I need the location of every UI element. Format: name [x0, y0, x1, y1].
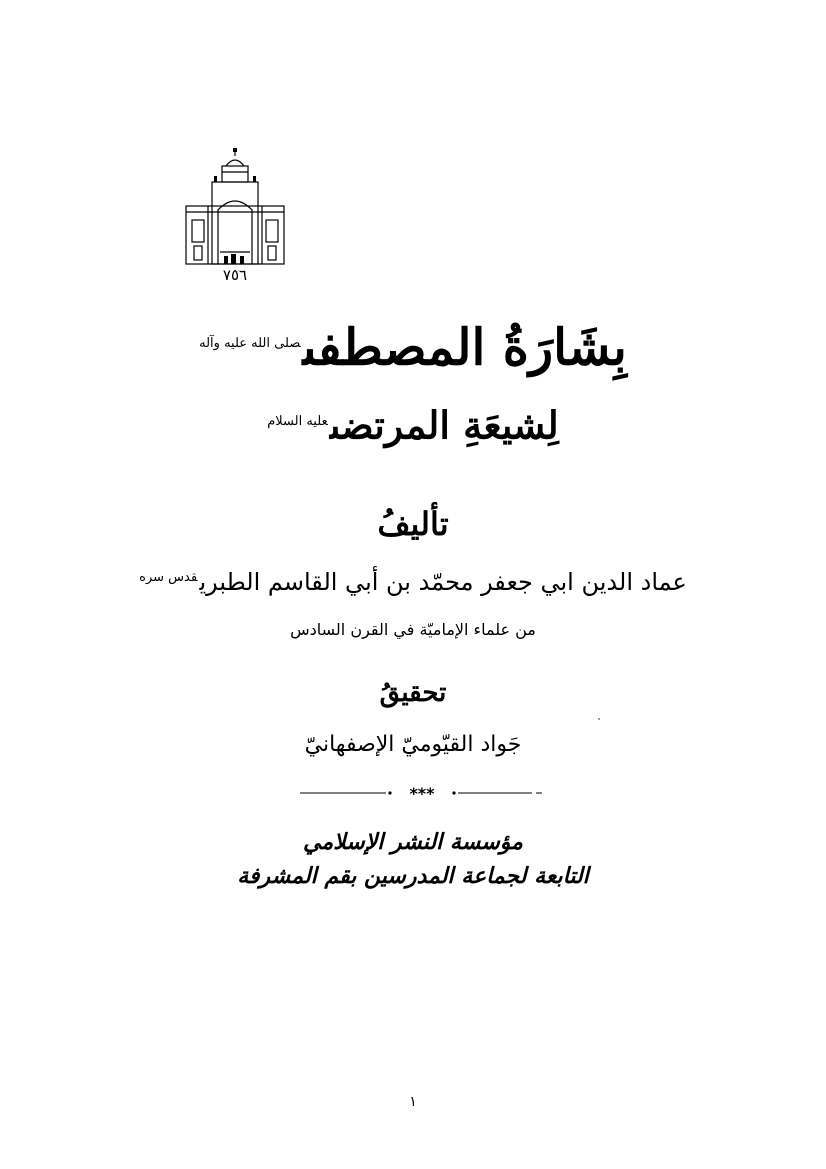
subtitle-honorific: عليه السلام: [267, 414, 328, 429]
divider-ornament: ***: [409, 786, 435, 800]
book-subtitle-text: لِشيعَةِ المرتضى: [329, 402, 559, 448]
shrine-building-icon: [184, 148, 286, 266]
author-name-text: عماد الدين ابي جعفر محمّد بن أبي القاسم الطبري: [199, 568, 687, 596]
author-description: من علماء الإماميّة في القرن السادس: [290, 620, 536, 639]
ornamental-divider: [300, 786, 542, 800]
speck: [598, 718, 600, 720]
page-number: ١: [409, 1094, 417, 1110]
book-subtitle: [0, 396, 826, 452]
book-title-text: بِشَارَةُ المصطفى: [302, 317, 627, 377]
publisher-name: مؤسسة النشر الإسلامي: [303, 829, 523, 855]
author-name: [0, 560, 826, 600]
publisher-affiliation: التابعة لجماعة المدرسين بقم المشرفة: [237, 863, 589, 889]
author-honorific: قدس سره: [139, 570, 198, 585]
authored-by-label: تأليفُ: [377, 505, 449, 543]
editor-name: جَواد القيّوميّ الإصفهانيّ: [304, 732, 522, 757]
edited-by-label: تحقيقُ: [379, 678, 447, 708]
series-number: ٧٥٦: [222, 266, 248, 284]
title-honorific: صلى الله عليه وآله: [199, 336, 301, 351]
book-title: [0, 312, 826, 380]
